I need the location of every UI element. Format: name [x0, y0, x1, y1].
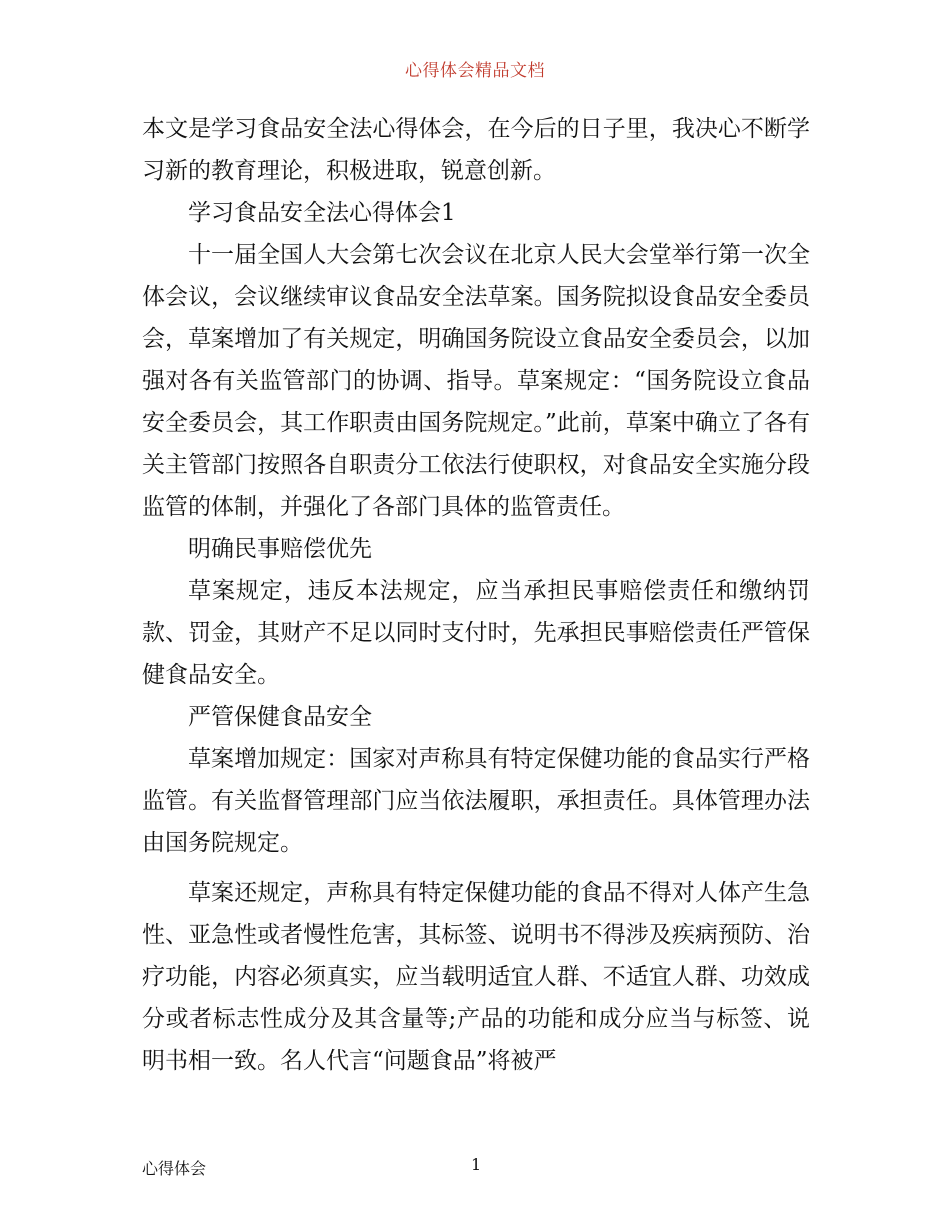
- body-paragraph: 十一届全国人大会第七次会议在北京人民大会堂举行第一次全体会议，会议继续审议食品安全法草案。国务院拟设食品安全委员会，草案增加了有关规定，明确国务院设立食品安全委员会，以加强对各有关监管部门的协调、指导。草案规定：“国务院设立食品安全委员会，其工作职责由国务院规定。”此前，草案中确立了各有关主管部门按照各自职责分工依法行使职权，对食品安全实施分段监管的体制，并强化了各部门具体的监管责任。: [142, 242, 810, 520]
- footer-label: 心得体会: [142, 1159, 207, 1178]
- body-paragraph: 草案增加规定：国家对声称具有特定保健功能的食品实行严格监管。有关监督管理部门应当依法履职，承担责任。具体管理办法由国务院规定。: [142, 746, 810, 856]
- body-paragraph: 草案还规定，声称具有特定保健功能的食品不得对人体产生急性、亚急性或者慢性危害，其标签、说明书不得涉及疾病预防、治疗功能，内容必须真实，应当载明适宜人群、不适宜人群、功效成分或者标志性成分及其含量等;产品的功能和成分应当与标签、说明书相一致。名人代言“问题食品”将被严: [142, 880, 810, 1074]
- section-heading: 学习食品安全法心得体会1: [188, 200, 456, 226]
- intro-paragraph: 本文是学习食品安全法心得体会，在今后的日子里，我决心不断学习新的教育理论，积极进取，锐意创新。: [142, 116, 810, 184]
- page-number: 1: [471, 1155, 482, 1174]
- subheading-civil-compensation: 明确民事赔偿优先: [188, 536, 372, 562]
- subheading-health-food: 严管保健食品安全: [188, 704, 372, 730]
- document-body: [142, 108, 810, 1082]
- body-paragraph: 草案规定，违反本法规定，应当承担民事赔偿责任和缴纳罚款、罚金，其财产不足以同时支付时，先承担民事赔偿责任严管保健食品安全。: [142, 578, 810, 688]
- page-header-title: 心得体会精品文档: [405, 61, 545, 81]
